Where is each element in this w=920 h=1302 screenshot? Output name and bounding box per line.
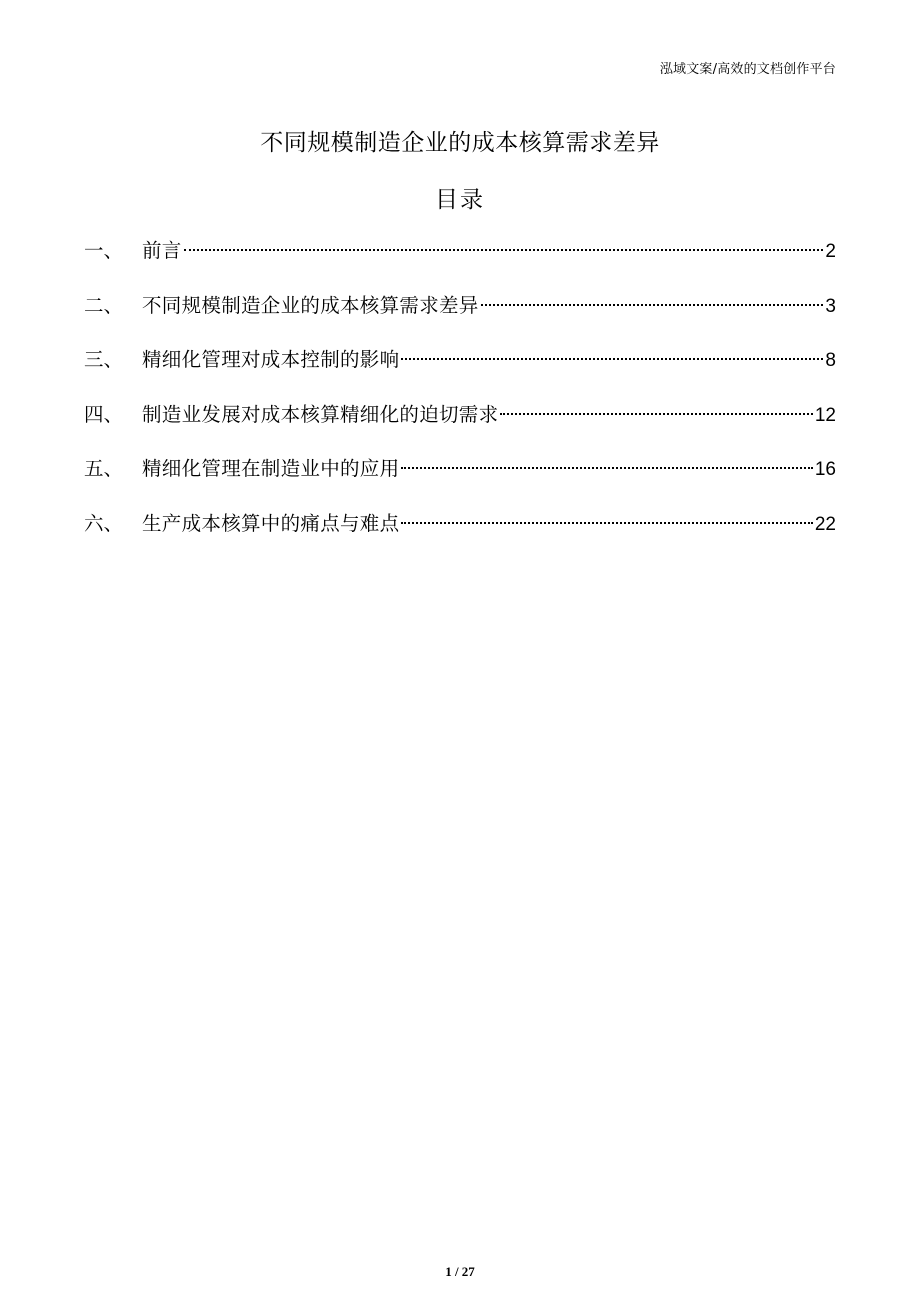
toc-entry-4[interactable] <box>84 400 836 455</box>
toc-entry-number: 五、 <box>84 457 124 481</box>
toc-entry-6[interactable] <box>84 509 836 564</box>
toc-entry-number: 二、 <box>84 293 124 317</box>
dot-leader <box>401 358 823 360</box>
toc-entry-2[interactable] <box>84 291 836 346</box>
toc-entry-label: 前言 <box>142 239 182 262</box>
dot-leader <box>481 304 824 306</box>
table-of-contents <box>84 236 836 564</box>
toc-entry-number: 四、 <box>84 402 124 426</box>
toc-entry-page: 12 <box>814 404 836 426</box>
toc-entry-page: 22 <box>814 513 836 535</box>
toc-entry-1[interactable] <box>84 236 836 291</box>
toc-entry-label: 精细化管理对成本控制的影响 <box>142 348 400 372</box>
toc-entry-label: 不同规模制造企业的成本核算需求差异 <box>142 293 479 317</box>
toc-entry-number: 一、 <box>84 239 124 262</box>
toc-entry-page: 16 <box>814 459 836 481</box>
dot-leader <box>401 467 812 469</box>
toc-entry-page: 2 <box>825 241 836 262</box>
header-brand: 泓域文案/高效的文档创作平台 <box>659 62 836 77</box>
toc-entry-number: 三、 <box>84 348 124 372</box>
toc-entry-3[interactable] <box>84 345 836 400</box>
toc-entry-page: 3 <box>825 295 836 317</box>
toc-entry-label: 精细化管理在制造业中的应用 <box>142 457 400 481</box>
toc-entry-number: 六、 <box>84 511 124 535</box>
toc-entry-label: 生产成本核算中的痛点与难点 <box>142 511 400 535</box>
toc-heading: 目录 <box>435 187 485 213</box>
dot-leader <box>184 249 824 251</box>
toc-entry-label: 制造业发展对成本核算精细化的迫切需求 <box>142 402 499 426</box>
page-indicator: 1 / 27 <box>445 1264 475 1279</box>
dot-leader <box>401 522 812 524</box>
toc-entry-page: 8 <box>825 350 836 372</box>
toc-entry-5[interactable] <box>84 454 836 509</box>
document-title: 不同规模制造企业的成本核算需求差异 <box>260 130 660 156</box>
dot-leader <box>500 413 812 415</box>
